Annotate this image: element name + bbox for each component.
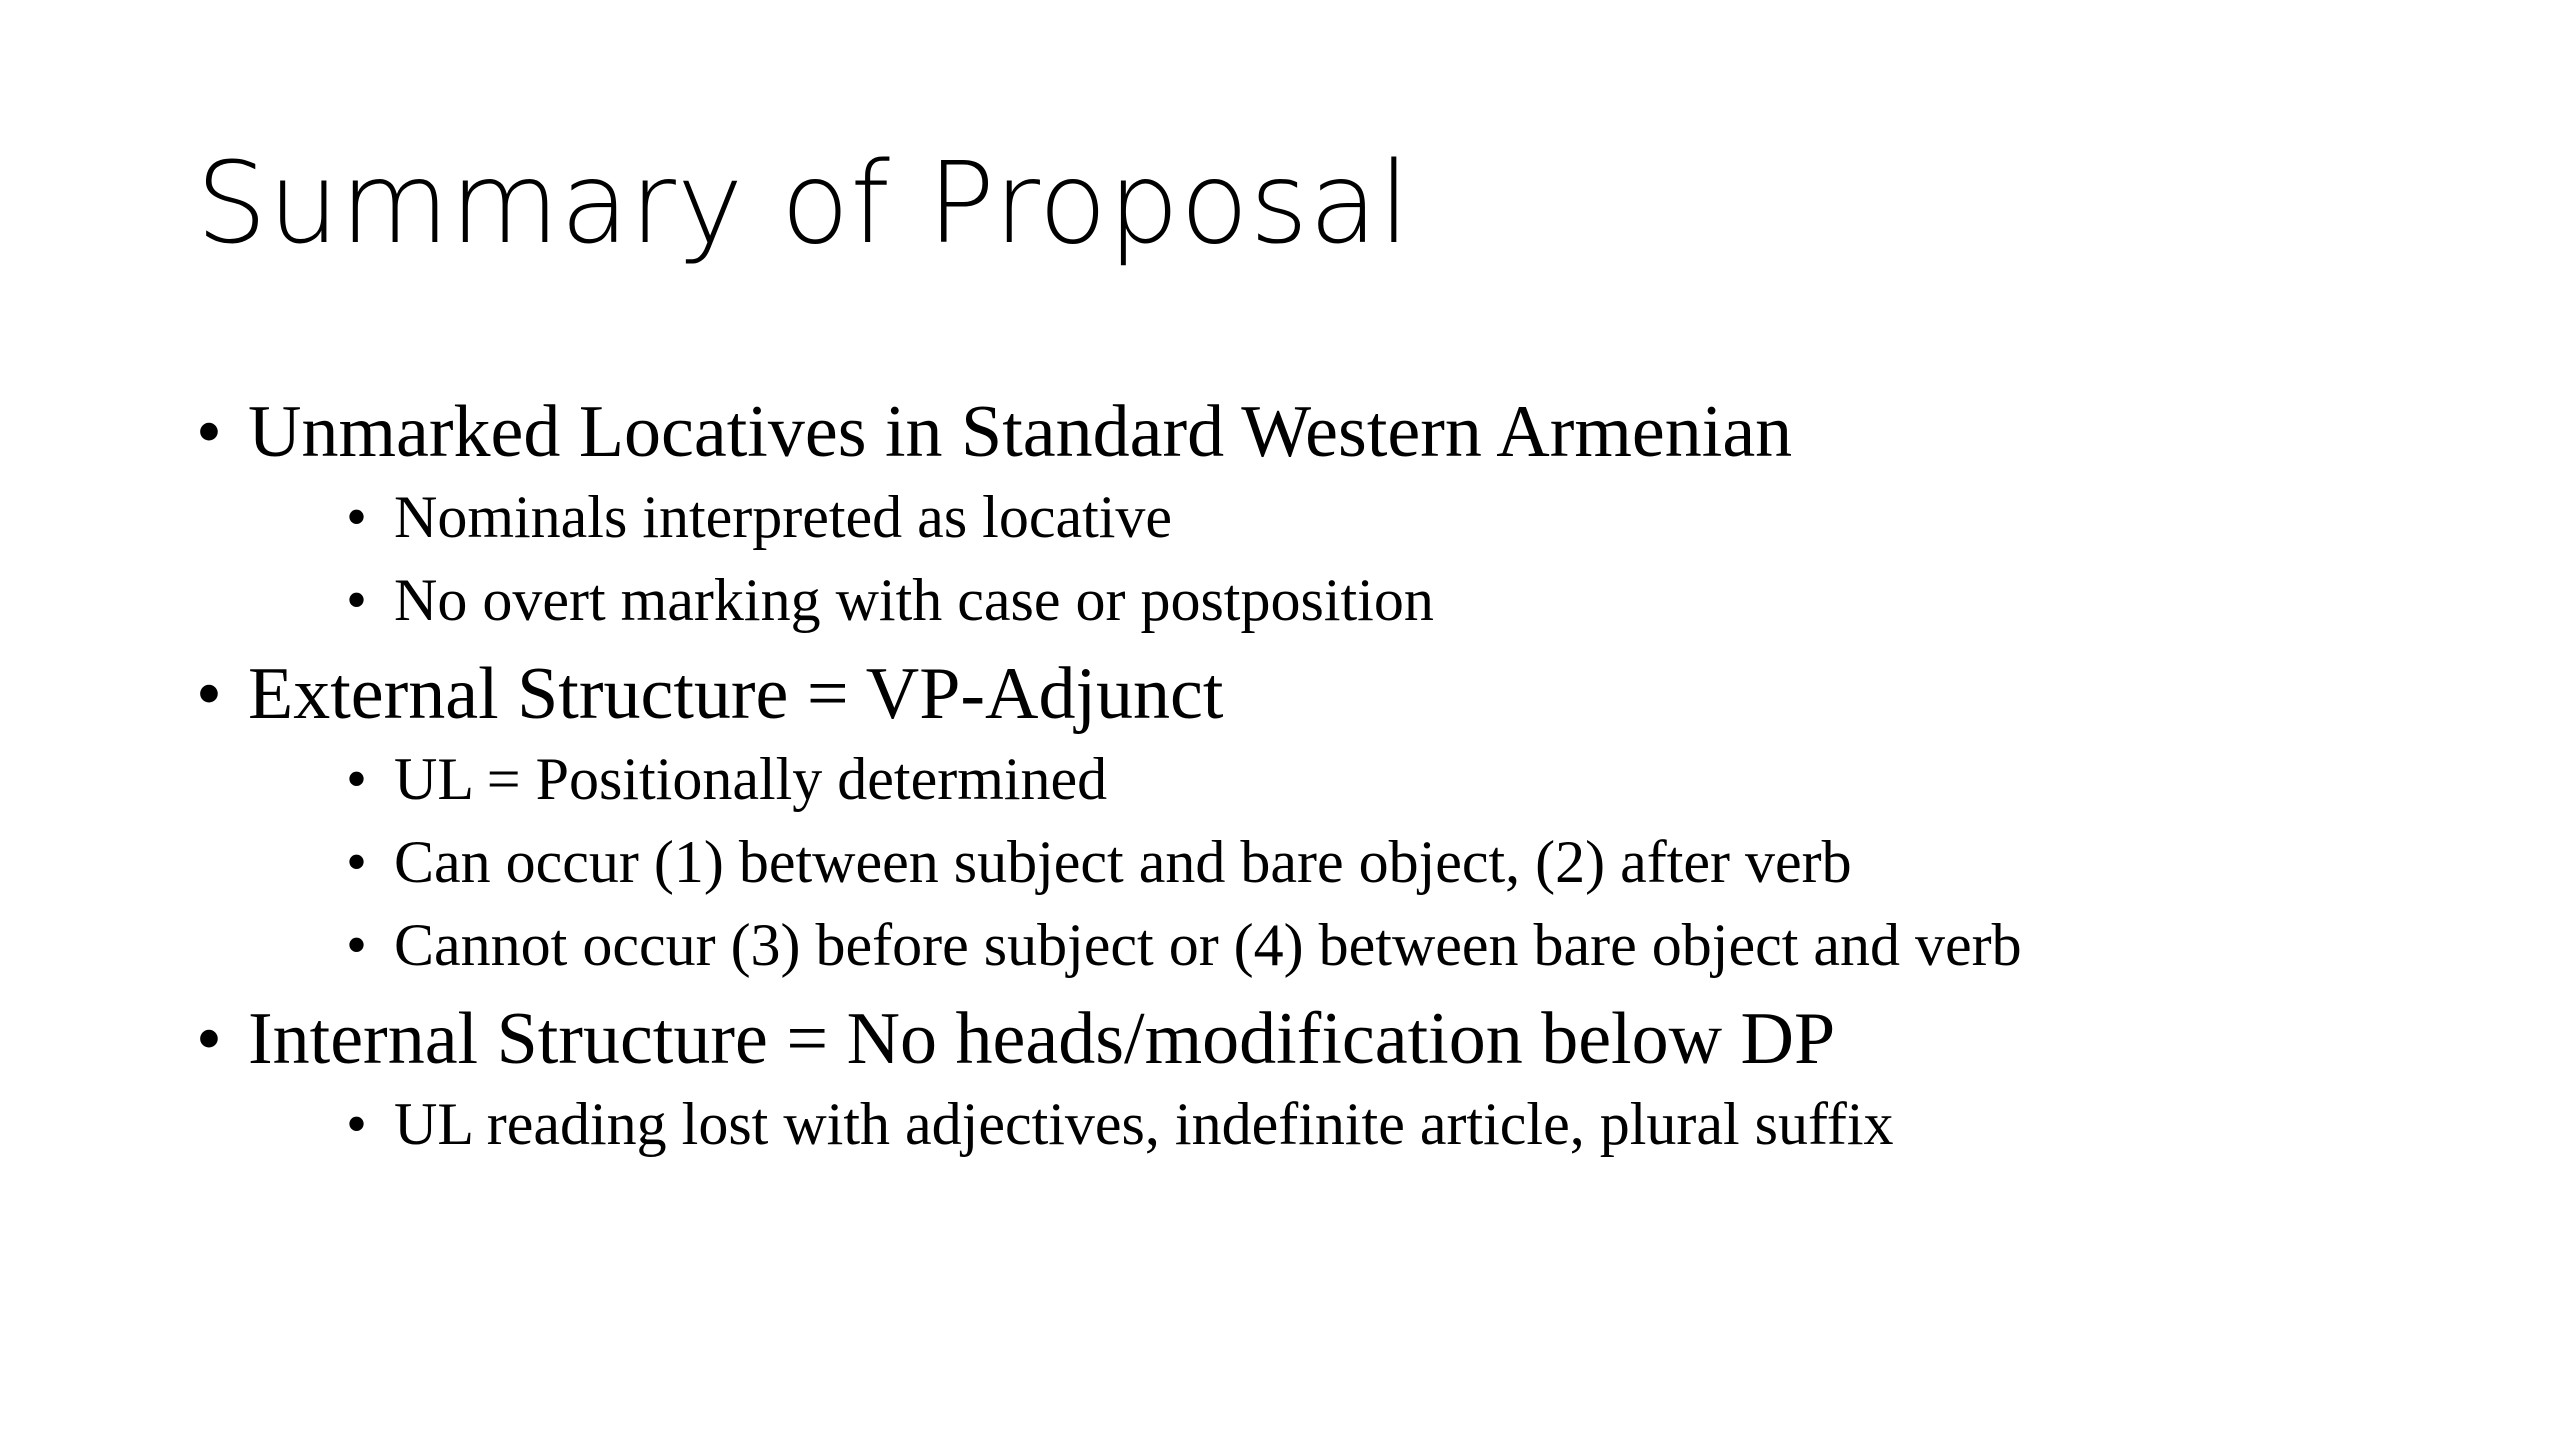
- bullet-icon: •: [346, 1091, 368, 1157]
- bullet-icon: •: [346, 484, 368, 550]
- sub-bullet-item: [248, 738, 2496, 821]
- bullet-text: Internal Structure = No heads/modification below DP: [248, 998, 1836, 1080]
- bullet-icon: •: [196, 391, 222, 473]
- bullet-item-external-structure: [196, 652, 2496, 987]
- bullet-item-internal-structure: [196, 997, 2496, 1166]
- bullet-icon: •: [346, 829, 368, 895]
- bullet-icon: •: [196, 998, 222, 1080]
- bullet-list: [196, 390, 2496, 1166]
- slide-title: Summary of Proposal: [196, 139, 1411, 269]
- sub-bullet-text: No overt marking with case or postposition: [394, 567, 1434, 633]
- bullet-item-unmarked-locatives: [196, 390, 2496, 642]
- sub-bullet-text: Can occur (1) between subject and bare object, (2) after verb: [394, 829, 1852, 895]
- sub-bullet-text: UL reading lost with adjectives, indefinite article, plural suffix: [394, 1091, 1894, 1157]
- sub-bullet-text: UL = Positionally determined: [394, 746, 1108, 812]
- sub-bullet-text: Cannot occur (3) before subject or (4) between bare object and verb: [394, 912, 2022, 978]
- sub-bullet-item: [248, 1083, 2496, 1166]
- sub-bullet-item: [248, 559, 2496, 642]
- sub-bullet-item: [248, 821, 2496, 904]
- bullet-text: Unmarked Locatives in Standard Western Armenian: [248, 391, 1793, 473]
- bullet-icon: •: [346, 567, 368, 633]
- sub-bullet-text: Nominals interpreted as locative: [394, 484, 1173, 550]
- sub-bullet-list: [248, 476, 2496, 642]
- sub-bullet-item: [248, 476, 2496, 559]
- bullet-icon: •: [196, 653, 222, 735]
- bullet-icon: •: [346, 912, 368, 978]
- sub-bullet-list: [248, 1083, 2496, 1166]
- sub-bullet-list: [248, 738, 2496, 987]
- sub-bullet-item: [248, 904, 2496, 987]
- bullet-icon: •: [346, 746, 368, 812]
- bullet-text: External Structure = VP-Adjunct: [248, 653, 1224, 735]
